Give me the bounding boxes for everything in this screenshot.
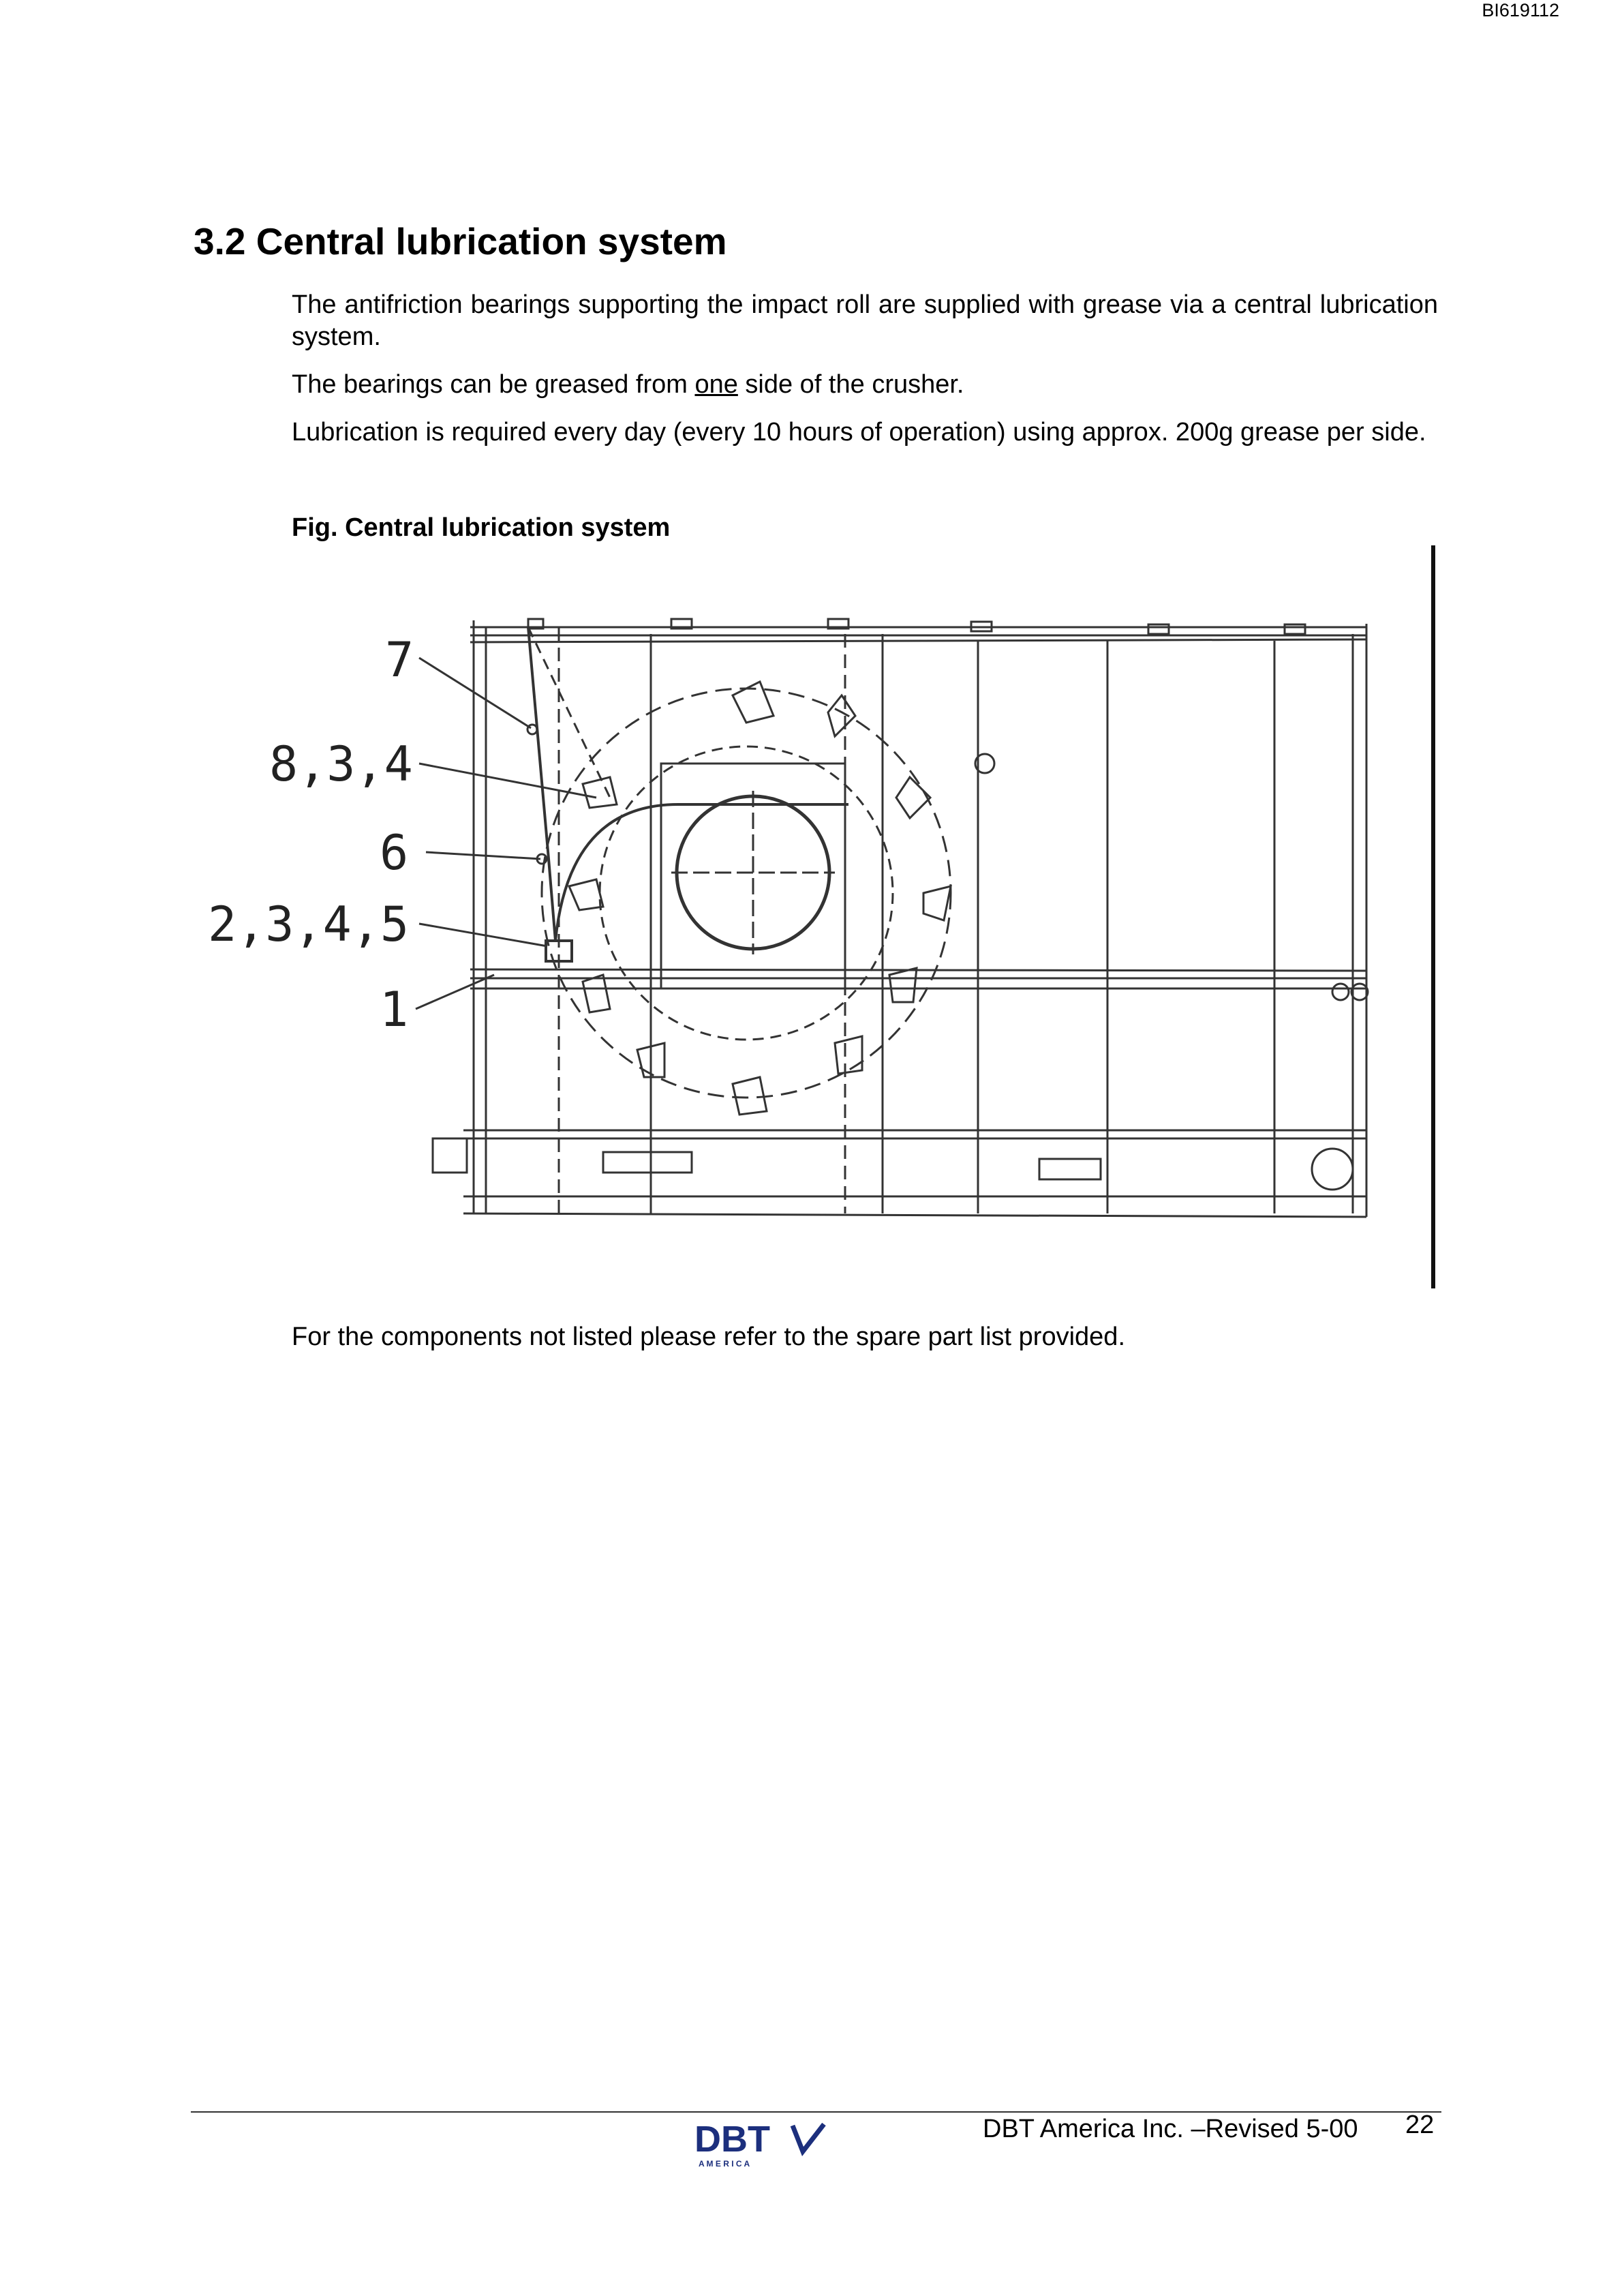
callout-2-3-4-5: 2,3,4,5 [208,896,410,952]
logo-subtext: A M E R I C A [699,2159,750,2169]
underlined-word: one [694,370,738,399]
callout-1: 1 [380,982,409,1038]
paragraph-lubrication-interval: Lubrication is required every day (every 10 hours of operation) using approx. 200g grease per side. [292,418,1426,447]
paragraph-grease-side [292,369,1438,401]
callout-7: 7 [385,632,414,688]
footer-divider [191,2111,1441,2113]
footer-company: DBT America Inc. –Revised 5-00 [983,2115,1358,2143]
callout-8-3-4: 8,3,4 [269,736,413,792]
figure-caption: Fig. Central lubrication system [292,513,671,542]
paragraph-bearings: The antifriction bearings supporting the impact roll are supplied with grease via a central lubrication system. [292,290,1438,351]
revision-bar [1431,545,1435,1288]
section-heading: 3.2 Central lubrication system [194,220,727,262]
callout-6: 6 [380,825,409,881]
document-id: BI619112 [1482,0,1559,20]
dbt-america-logo [690,2117,827,2169]
paragraph-grease-side-start: The bearings can be greased from [292,370,695,399]
paragraph-grease-side-end: side of the crusher. [737,370,964,399]
spare-parts-note: For the components not listed please refer to the spare part list provided. [292,1323,1125,1351]
page-number: 22 [1405,2111,1435,2139]
logo-wordmark: DBT [694,2119,770,2160]
lubrication-system-drawing [201,559,1401,1265]
technical-drawing [201,559,1401,1265]
